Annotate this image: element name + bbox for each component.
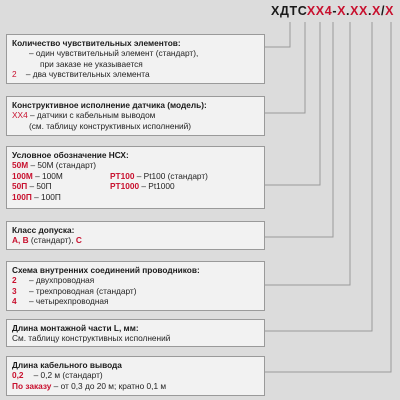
cable-box (6, 356, 265, 396)
ordering-code (271, 4, 394, 18)
tolerance-b-note: (стандарт), (28, 235, 76, 246)
tolerance-a: A (12, 235, 18, 246)
nsx-100p-code: 100П (12, 191, 32, 202)
nsx-box (6, 146, 265, 209)
wiring-header: Схема внутренних соединений проводников: (12, 265, 200, 275)
tolerance-sep: , (18, 235, 23, 246)
connector-model (265, 22, 305, 113)
model-box (6, 96, 265, 136)
nsx-pt1000-code: PT1000 (110, 181, 140, 192)
elements-line-1: – один чувствительный элемент (стандарт), (29, 48, 199, 59)
wiring-4-text: – четырехпроводная (29, 296, 109, 307)
elements-box (6, 34, 265, 84)
code-model: ХХ4 (306, 4, 333, 18)
nsx-50m-code: 50М (12, 160, 29, 171)
length-header: Длина монтажной части L, мм: (12, 323, 139, 333)
elements-opt2-text: – два чувствительных элемента (25, 69, 150, 80)
nsx-pt1000-text: – Pt1000 (139, 181, 175, 192)
model-text-1: – датчики с кабельным выводом (27, 110, 156, 121)
nsx-50m-text: – 50М (стандарт) (28, 160, 97, 171)
nsx-pt100-text: – Pt100 (стандарт) (134, 170, 208, 181)
code-dot-2: . (367, 4, 373, 18)
cable-02-text: – 0,2 м (стандарт) (33, 370, 103, 381)
code-sep: - (332, 4, 338, 18)
nsx-pt100-code: PT100 (110, 170, 135, 181)
tolerance-b: B (22, 235, 29, 246)
wiring-2-text: – двухпроводная (29, 275, 95, 286)
tolerance-c: C (75, 235, 82, 246)
cable-header: Длина кабельного вывода (12, 360, 122, 370)
nsx-100m-text: – 100М (32, 170, 63, 181)
nsx-100m-code: 100М (12, 170, 33, 181)
nsx-50p-text: – 50П (27, 181, 52, 192)
connector-wiring (265, 22, 350, 285)
wiring-4-code: 4 (12, 296, 17, 307)
cable-order-text: – от 0,3 до 20 м; кратно 0,1 м (51, 380, 167, 391)
nsx-100p-text: – 100П (31, 191, 61, 202)
code-dot-1: . (346, 4, 351, 18)
connector-nsx (265, 22, 320, 185)
length-text: См. таблицу конструктивных исполнений (12, 333, 171, 344)
nsx-header: Условное обозначение НСХ: (12, 150, 129, 160)
connector-elements (265, 22, 290, 47)
connector-cable (265, 22, 391, 372)
elements-opt2-code: 2 (12, 69, 17, 80)
tolerance-header: Класс допуска: (12, 225, 75, 235)
code-connection: ХХ (350, 4, 368, 18)
model-text-2: (см. таблицу конструктивных исполнений) (29, 120, 192, 131)
elements-line-2: при заказе не указывается (40, 58, 143, 69)
code-prefix: ХДТС (271, 4, 307, 18)
code-length: Х (372, 4, 381, 18)
connector-tolerance (265, 22, 333, 237)
code-class: Х (337, 4, 347, 18)
connector-length (265, 22, 372, 331)
wiring-3-text: – трехпроводная (стандарт) (29, 285, 137, 296)
elements-header: Количество чувствительных элементов: (12, 38, 181, 48)
code-cable: Х (385, 4, 394, 18)
tolerance-box (6, 221, 265, 250)
wiring-box (6, 261, 265, 311)
model-code: ХХ4 (12, 110, 28, 121)
wiring-2-code: 2 (12, 275, 17, 286)
code-slash: / (380, 4, 386, 18)
length-box (6, 319, 265, 347)
cable-order-code: По заказу (12, 380, 52, 391)
wiring-3-code: 3 (12, 285, 17, 296)
nsx-50p-code: 50П (12, 181, 28, 192)
model-header: Конструктивное исполнение датчика (модель): (12, 100, 207, 110)
cable-02-code: 0,2 (12, 370, 24, 381)
